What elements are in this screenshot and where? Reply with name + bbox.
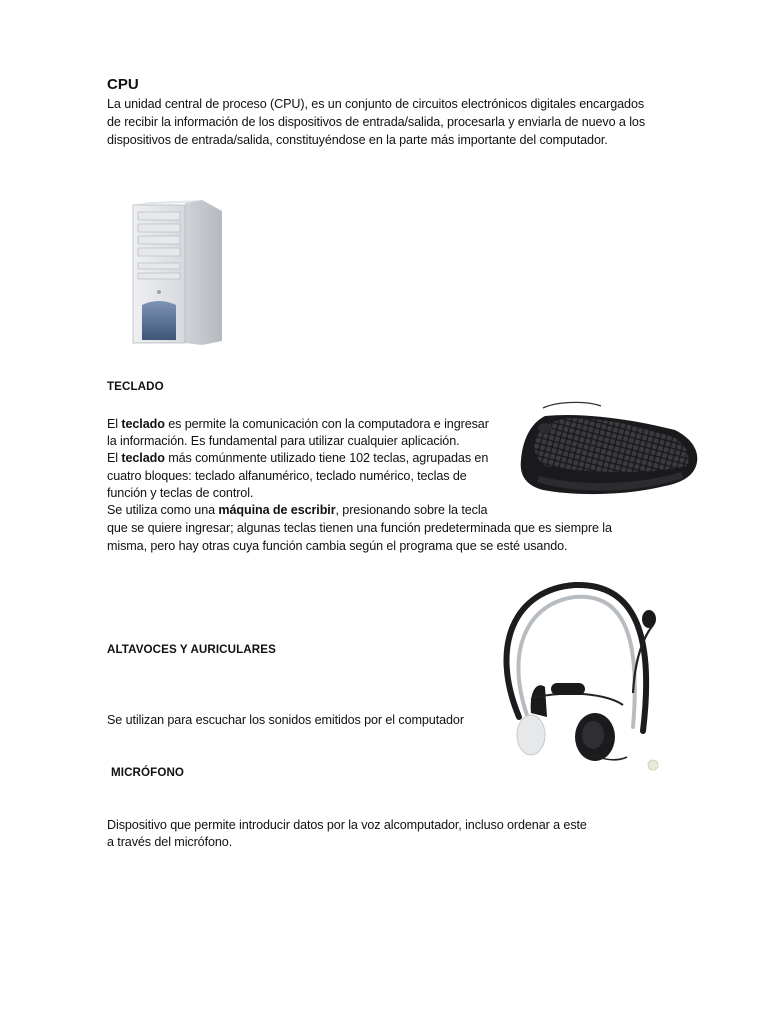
teclado-line-7: que se quiere ingresar; algunas teclas tienen una función predeterminada que es siempre la xyxy=(107,521,612,535)
cpu-paragraph-line-2: de recibir la información de los dispositivos de entrada/salida, procesarla y enviarla de nuevo a los xyxy=(107,115,646,129)
teclado-line-2: la información. Es fundamental para utilizar cualquier aplicación. xyxy=(107,434,460,448)
teclado-line-6: Se utiliza como una máquina de escribir, presionando sobre la tecla xyxy=(107,503,488,517)
teclado-line-1: El teclado es permite la comunicación con la computadora e ingresar xyxy=(107,417,489,431)
altavoces-heading: ALTAVOCES Y AURICULARES xyxy=(107,643,276,656)
teclado-heading: TECLADO xyxy=(107,380,164,393)
microfono-heading: MICRÓFONO xyxy=(111,766,185,779)
headset-icon xyxy=(483,575,673,775)
cpu-heading: CPU xyxy=(107,76,139,93)
pc-tower-icon xyxy=(128,197,228,347)
altavoces-text: Se utilizan para escuchar los sonidos emitidos por el computador xyxy=(107,713,464,727)
teclado-line-4: cuatro bloques: teclado alfanumérico, teclado numérico, teclas de xyxy=(107,469,467,483)
microfono-line-1: Dispositivo que permite introducir datos por la voz alcomputador, incluso ordenar a este xyxy=(107,818,587,832)
teclado-line-8: misma, pero hay otras cuya función cambia según el programa que se esté usando. xyxy=(107,539,568,553)
teclado-line-5: función y teclas de control. xyxy=(107,486,254,500)
cpu-paragraph-line-1: La unidad central de proceso (CPU), es un conjunto de circuitos electrónicos digitales encargados xyxy=(107,97,645,111)
cpu-paragraph-line-3: dispositivos de entrada/salida, constituyéndose en la parte más importante del computador. xyxy=(107,133,608,147)
teclado-line-3: El teclado más comúnmente utilizado tiene 102 teclas, agrupadas en xyxy=(107,451,489,465)
keyboard-icon xyxy=(515,400,705,505)
microfono-line-2: a través del micrófono. xyxy=(107,835,233,849)
